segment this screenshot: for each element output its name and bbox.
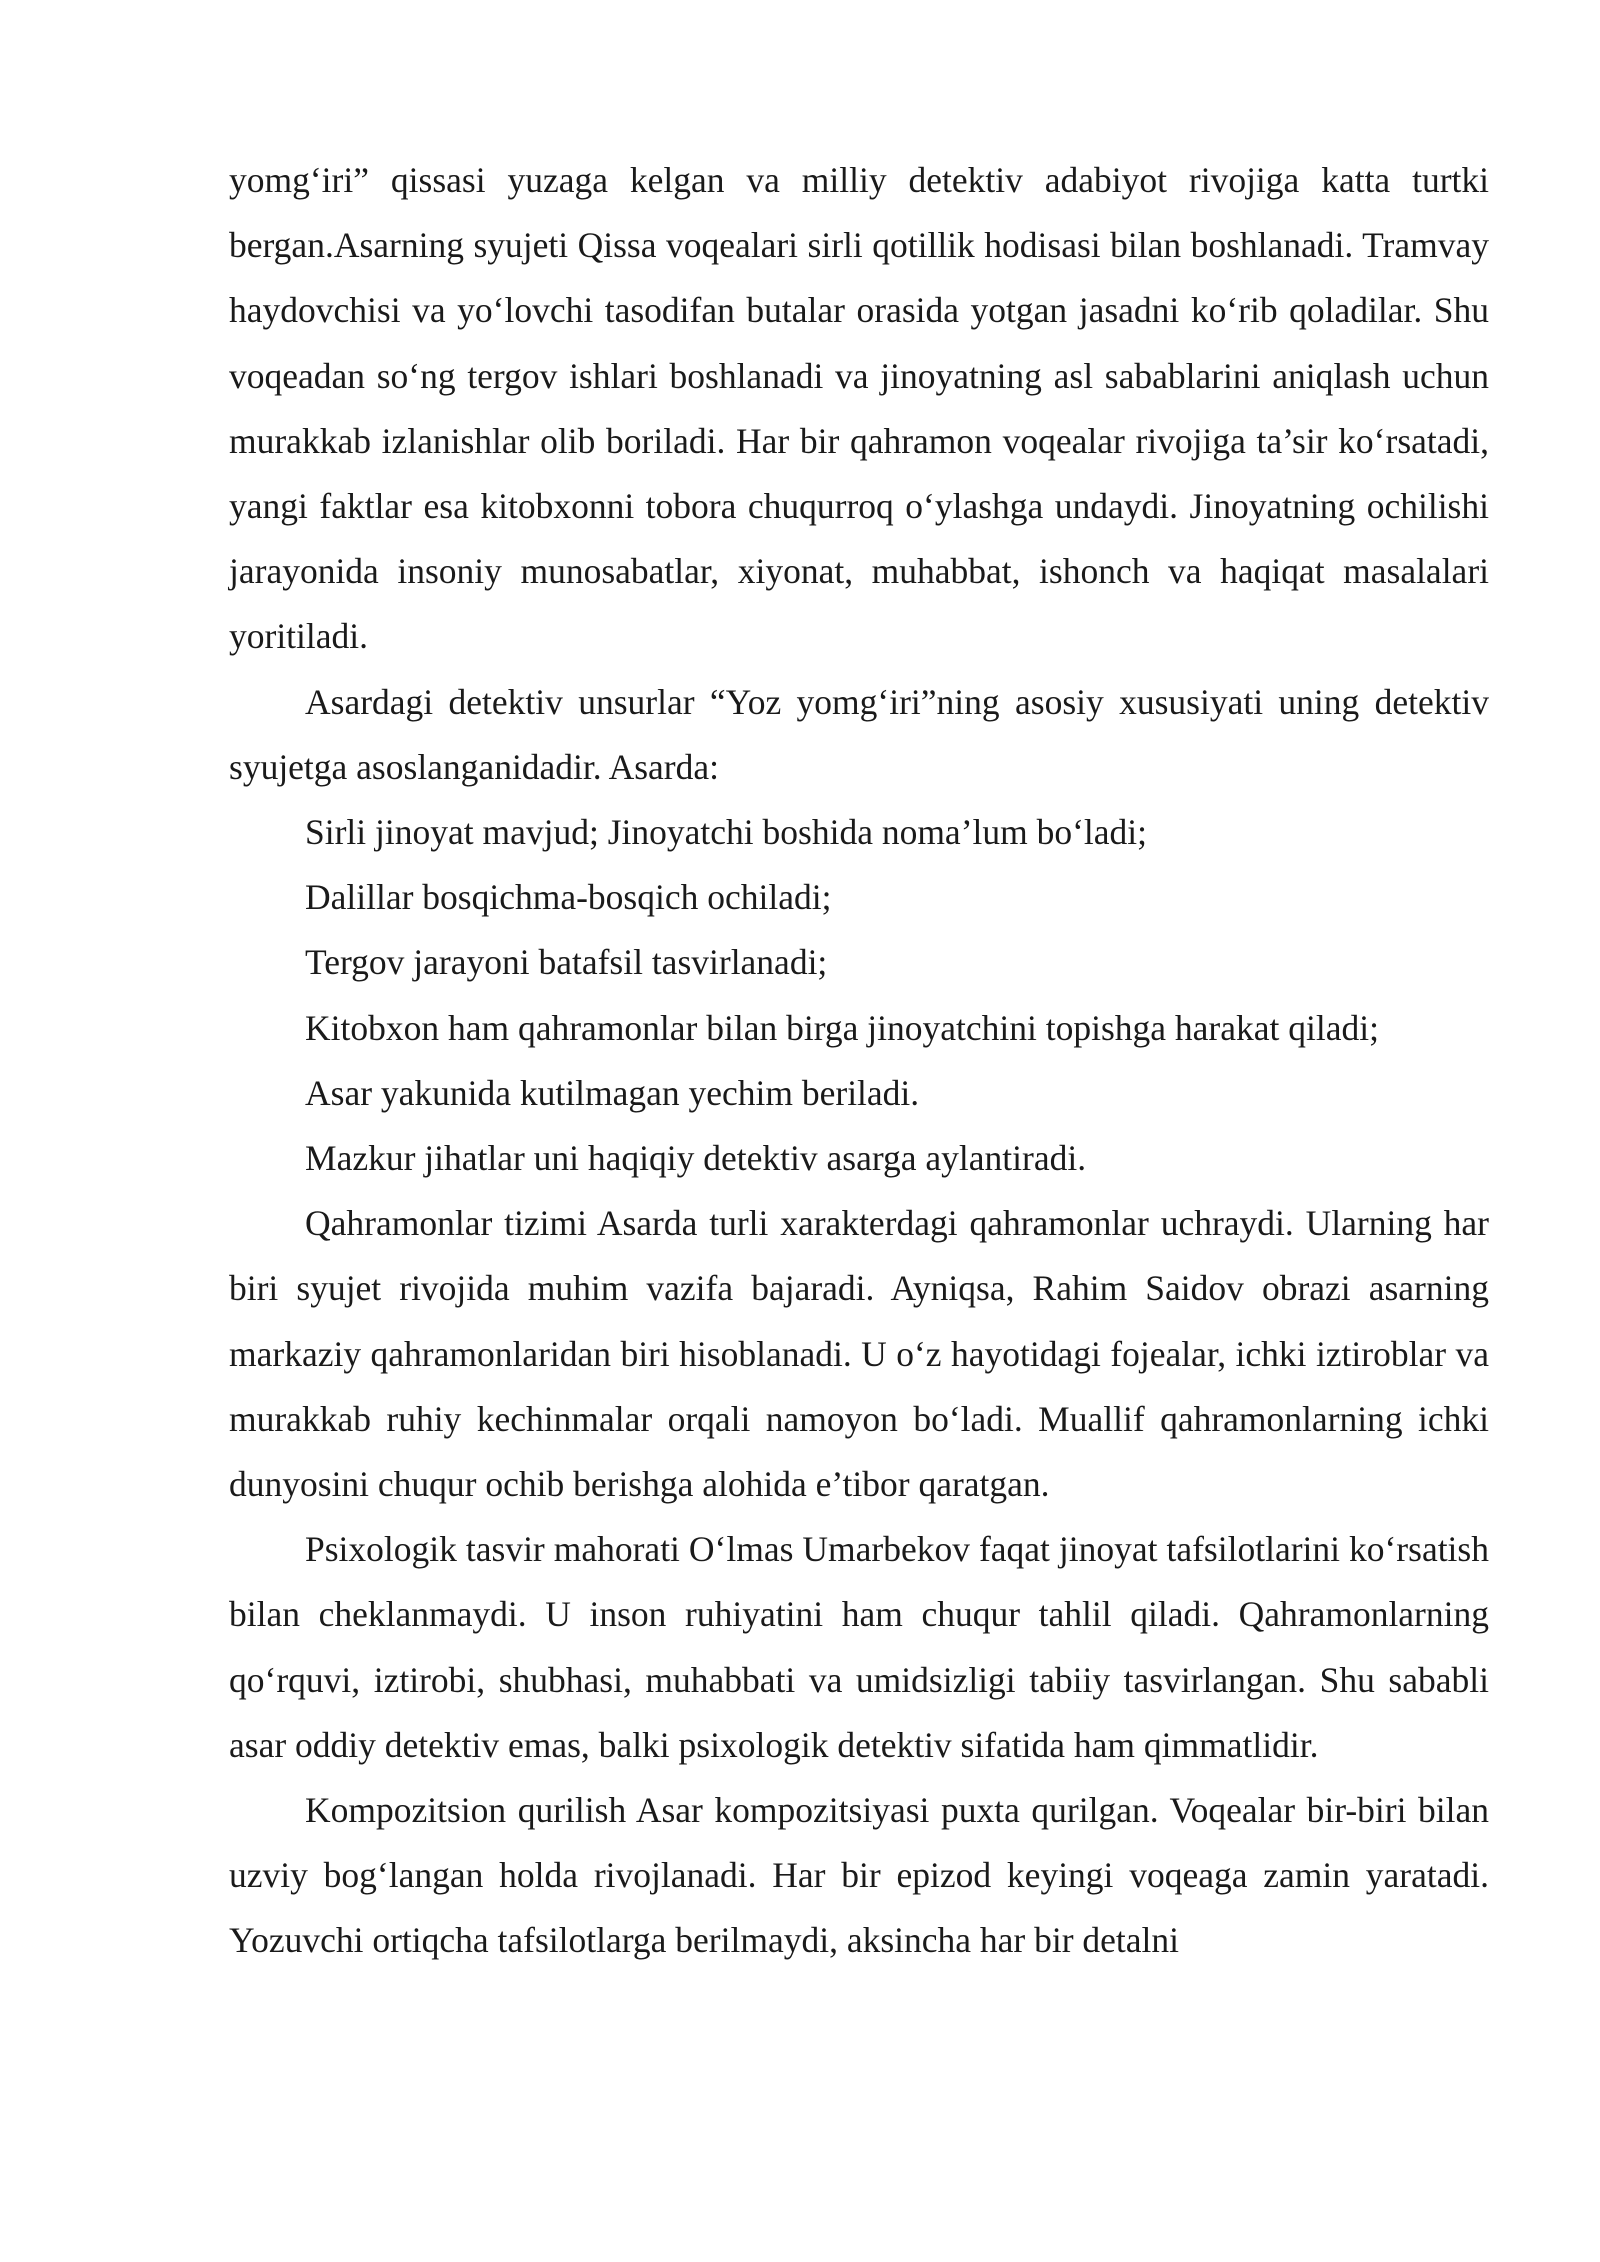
paragraph-continuation: yomg‘iri” qissasi yuzaga kelgan va milliy detektiv adabiyot rivojiga katta turtki bergan.Asarning syujeti Qissa voqealari sirli qotillik hodisasi bilan boshlanadi. Tramvay haydovchisi va yo‘lovchi tasodifan butalar orasida yotgan jasadni ko‘rib qoladilar. Shu voqeadan so‘ng tergov ishlari boshlanadi va jinoyatning asl sabablarini aniqlash uchun murakkab izlanishlar olib boriladi. Har bir qahramon voqealar rivojiga ta’sir ko‘rsatadi, yangi faktlar esa kitobxonni tobora chuqurroq o‘ylashga undaydi. Jinoyatning ochilishi jarayonida insoniy munosabatlar, xiyonat, muhabbat, ishonch va haqiqat masalalari yoritiladi.: [229, 160, 1489, 657]
document-page: [229, 148, 1489, 1974]
paragraph-psychology: Psixologik tasvir mahorati O‘lmas Umarbekov faqat jinoyat tafsilotlarini ko‘rsatish bilan cheklanmaydi. U inson ruhiyatini ham chuqur tahlil qiladi. Qahramonlarning qo‘rquvi, iztirobi, shubhasi, muhabbati va umidsizligi tabiiy tasvirlangan. Shu sababli asar oddiy detektiv emas, balki psixologik detektiv sifatida ham qimmatlidir.: [229, 1529, 1489, 1765]
list-item: Mazkur jihatlar uni haqiqiy detektiv asarga aylantiradi.: [305, 1138, 1087, 1179]
list-item: Tergov jarayoni batafsil tasvirlanadi;: [305, 942, 828, 983]
list-item: Dalillar bosqichma-bosqich ochiladi;: [305, 877, 832, 918]
list-item: Kitobxon ham qahramonlar bilan birga jinoyatchini topishga harakat qiladi;: [305, 1007, 1379, 1048]
list-item: Asar yakunida kutilmagan yechim beriladi.: [305, 1072, 920, 1113]
paragraph-composition: Kompozitsion qurilish Asar kompozitsiyasi puxta qurilgan. Voqealar bir-biri bilan uzviy bog‘langan holda rivojlanadi. Har bir epizod keyingi voqeaga zamin yaratadi. Yozuvchi ortiqcha tafsilotlarga berilmaydi, aksincha har bir detalni: [229, 1790, 1489, 1961]
list-item: Sirli jinoyat mavjud; Jinoyatchi boshida noma’lum bo‘ladi;: [305, 812, 1148, 853]
paragraph-detective-elements: Asardagi detektiv unsurlar “Yoz yomg‘iri”ning asosiy xususiyati uning detektiv syujetga asoslanganidadir. Asarda:: [229, 681, 1489, 787]
paragraph-characters: Qahramonlar tizimi Asarda turli xarakterdagi qahramonlar uchraydi. Ularning har biri syujet rivojida muhim vazifa bajaradi. Ayniqsa, Rahim Saidov obrazi asarning markaziy qahramonlaridan biri hisoblanadi. U o‘z hayotidagi fojealar, ichki iztiroblar va murakkab ruhiy kechinmalar orqali namoyon bo‘ladi. Muallif qahramonlarning ichki dunyosini chuqur ochib berishga alohida e’tibor qaratgan.: [229, 1203, 1489, 1505]
